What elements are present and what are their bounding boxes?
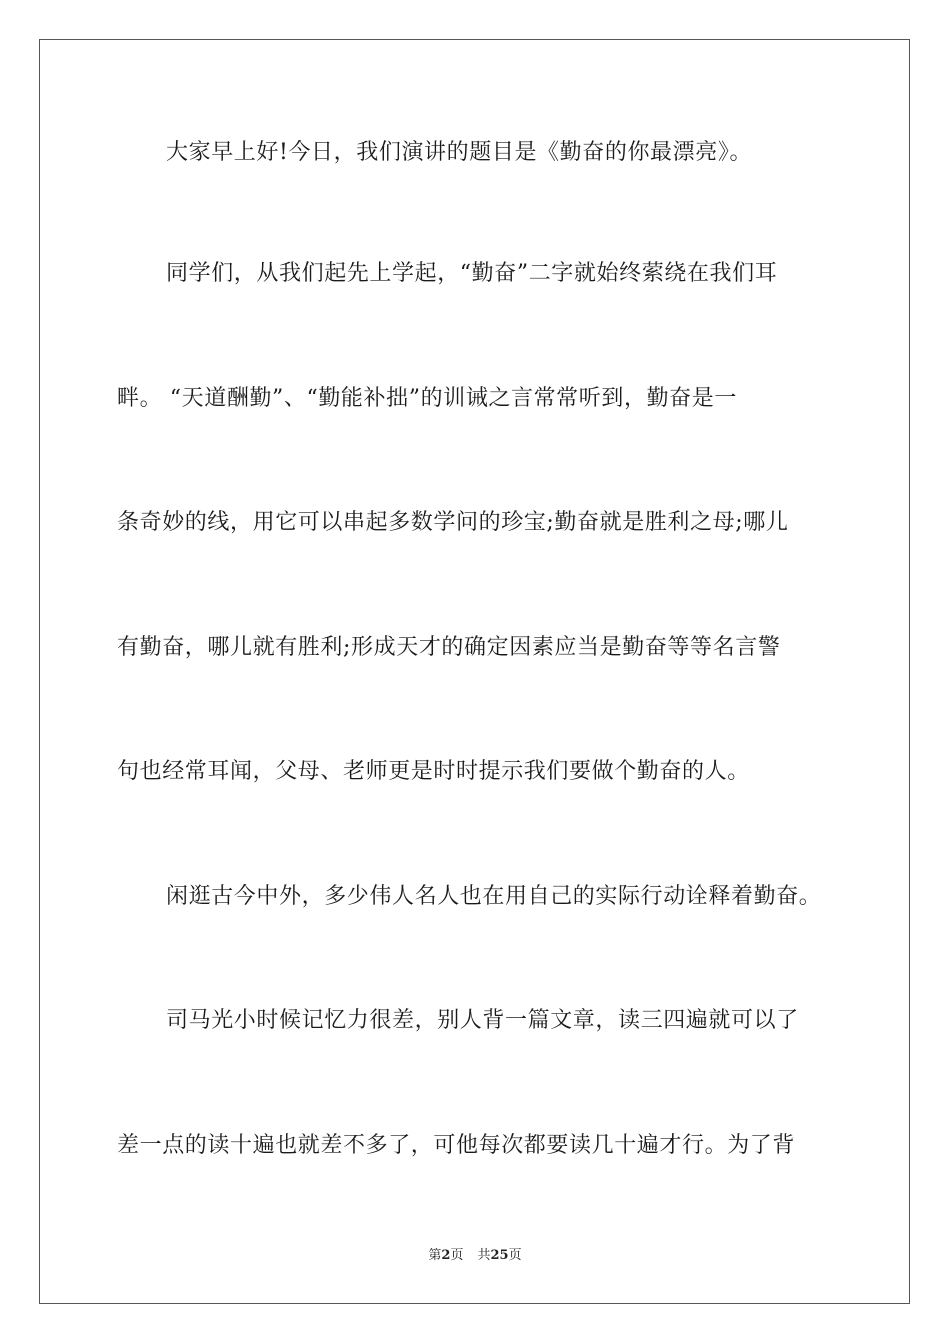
paragraph-line: 同学们，从我们起先上学起，“勤奋”二字就始终萦绕在我们耳 <box>166 261 778 286</box>
paragraph-line: 句也经常耳闻，父母、老师更是时时提示我们要做个勤奋的人。 <box>117 759 750 784</box>
paragraph-line: 畔。 “天道酬勤”、“勤能补拙”的训诫之言常常听到，勤奋是一 <box>117 386 737 411</box>
page-border <box>39 39 910 1304</box>
paragraph-line: 差一点的读十遍也就差不多了，可他每次都要读几十遍才行。为了背 <box>117 1133 796 1158</box>
page-prefix: 第 <box>428 1248 442 1263</box>
page-suffix: 页 <box>450 1248 464 1263</box>
paragraph-line: 有勤奋，哪儿就有胜利;形成天才的确定因素应当是勤奋等等名言警 <box>117 635 781 660</box>
paragraph-line: 闲逛古今中外，多少伟人名人也在用自己的实际行动诠释着勤奋。 <box>166 884 822 909</box>
total-pages: 25 <box>490 1248 509 1263</box>
page-footer <box>0 1247 950 1265</box>
paragraph-line: 大家早上好!今日，我们演讲的题目是《勤奋的你最漂亮》。 <box>166 140 753 165</box>
total-prefix: 共 <box>477 1248 491 1263</box>
page-number: 2 <box>441 1248 451 1263</box>
paragraph-line: 条奇妙的线，用它可以串起多数学问的珍宝;勤奋就是胜利之母;哪儿 <box>117 510 789 535</box>
total-suffix: 页 <box>508 1248 522 1263</box>
paragraph-line: 司马光小时候记忆力很差，别人背一篇文章，读三四遍就可以了 <box>166 1008 799 1033</box>
